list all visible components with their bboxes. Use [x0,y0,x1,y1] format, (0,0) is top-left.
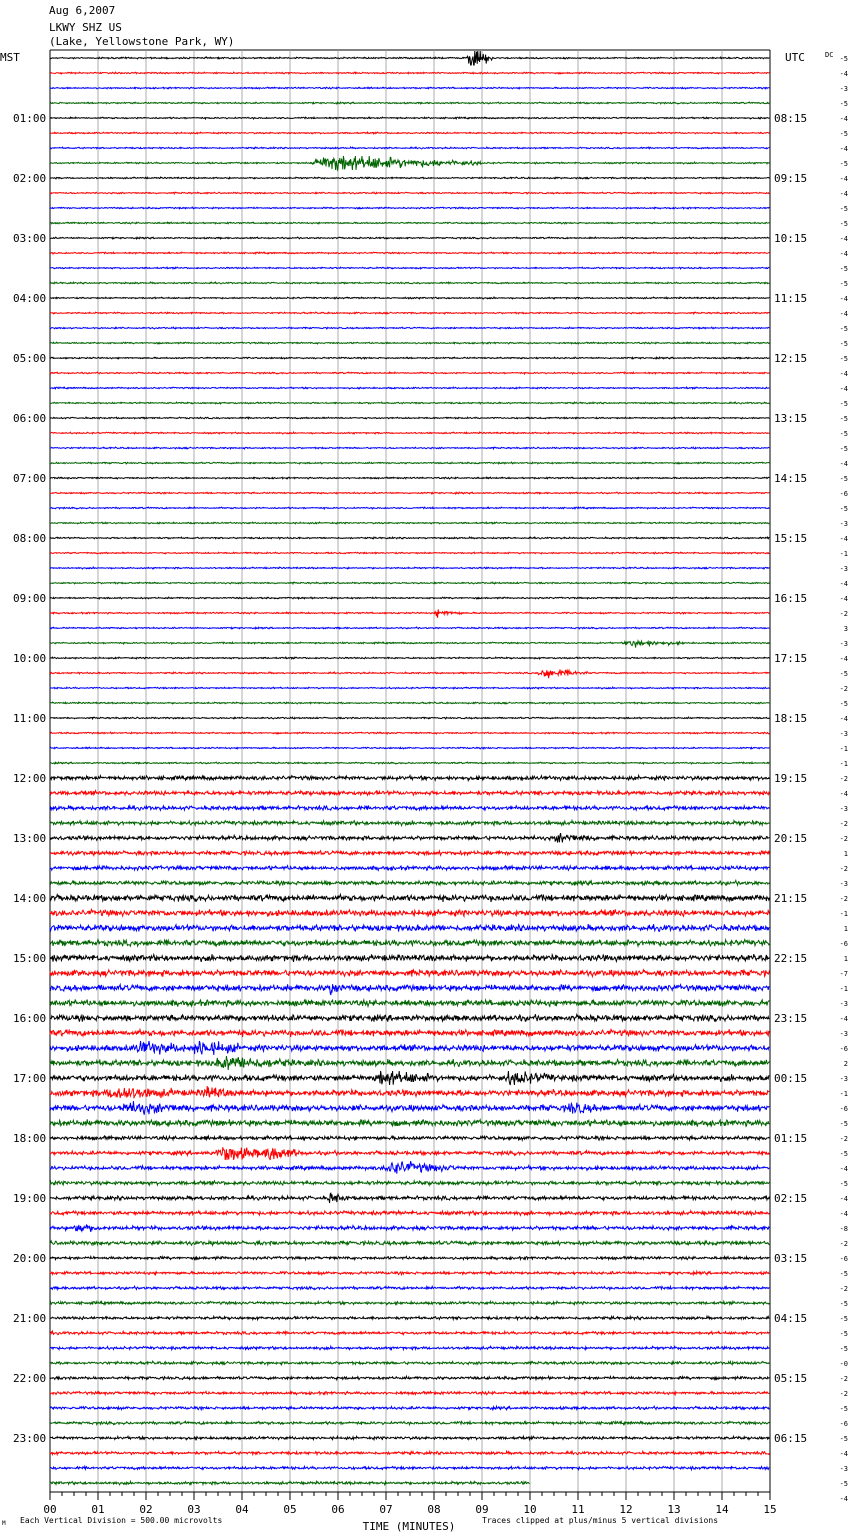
dc-offset-label: -7 [839,970,848,978]
station-code: LKWY SHZ US [49,21,122,34]
dc-offset-label: -5 [839,1405,848,1413]
dc-offset-label: -4 [839,250,848,258]
vertical-division-note: Each Vertical Division = 500.00 microvolts [20,1516,223,1525]
dc-offset-label: -4 [839,1015,848,1023]
dc-offset-label: -2 [839,1390,848,1398]
seismic-trace [50,1071,769,1085]
seismic-trace [50,609,769,617]
dc-offset-label: -4 [839,175,848,183]
x-tick-label: 07 [379,1503,393,1516]
x-tick-label: 15 [763,1503,777,1516]
seismic-trace [50,851,769,856]
dc-offset-label: -4 [839,1165,848,1173]
vertical-gridlines [50,50,770,1492]
dc-offset-label: -3 [839,1075,848,1083]
utc-hour-label: 21:15 [774,892,808,905]
seismic-trace [50,1376,769,1379]
mst-hour-label: 23:00 [13,1432,47,1445]
dc-offset-label: -4 [839,235,848,243]
seismic-trace [50,641,769,648]
seismic-trace [50,177,769,179]
dc-offset-label: -5 [839,130,848,138]
dc-offset-label: -5 [839,1180,848,1188]
dc-offset-label: -3 [839,880,848,888]
dc-offset-label: -4 [839,115,848,123]
dc-offset-label: -4 [839,1195,848,1203]
dc-offset-label: -6 [839,1420,848,1428]
dc-offset-label: -4 [839,595,848,603]
seismic-trace [50,1346,769,1350]
seismic-trace [50,372,769,374]
seismic-trace [50,297,769,299]
seismic-trace [50,1000,769,1007]
seismic-trace [50,522,769,524]
mst-hour-label: 21:00 [13,1312,47,1325]
mst-hour-label: 02:00 [13,172,47,185]
dc-offset-label: -6 [839,1045,848,1053]
seismic-trace [50,924,769,932]
dc-offset-label: -5 [839,1270,848,1278]
dc-offset-label: -5 [839,1300,848,1308]
utc-hour-label: 16:15 [774,592,808,605]
dc-offset-label: -5 [839,355,848,363]
dc-offset-label: -4 [839,580,848,588]
seismic-trace [50,1391,769,1394]
seismic-trace [50,1286,769,1290]
seismic-trace [50,552,769,554]
mst-hour-label: 13:00 [13,832,47,845]
dc-offset-label: -1 [839,1090,848,1098]
seismic-trace [50,1271,769,1274]
seismic-trace [50,357,769,359]
mst-axis-label: MST [0,51,20,64]
dc-offset-label: -5 [839,400,848,408]
seismic-trace [50,207,769,209]
traces-group [50,51,769,1485]
x-tick-label: 08 [427,1503,441,1516]
utc-hour-label: 01:15 [774,1132,808,1145]
dc-offset-label: -4 [839,460,848,468]
mst-hour-label: 12:00 [13,772,47,785]
seismic-trace [50,1421,769,1425]
dc-offset-label: -4 [839,790,848,798]
seismic-trace [50,282,769,284]
dc-offset-label: -5 [839,1435,848,1443]
utc-hour-label: 04:15 [774,1312,808,1325]
dc-offset-label: -5 [839,340,848,348]
seismic-trace [50,791,769,796]
seismic-trace [50,1161,769,1174]
mst-hour-label: 09:00 [13,592,47,605]
plot-date: Aug 6,2007 [49,4,116,17]
seismic-trace [50,1406,769,1410]
seismic-trace [50,717,769,719]
dc-offset-label: -2 [839,1375,848,1383]
utc-hour-label: 18:15 [774,712,808,725]
seismic-trace [50,342,769,344]
x-tick-label: 01 [91,1503,105,1516]
mst-hour-label: 10:00 [13,652,47,665]
seismic-trace [50,537,769,539]
dc-offset-label: -3 [839,1465,848,1473]
x-tick-label: 06 [331,1503,345,1516]
seismic-trace [50,312,769,314]
seismic-trace [50,1301,769,1304]
dc-offset-label: -3 [839,730,848,738]
dc-offset-label: -5 [839,505,848,513]
seismic-trace [50,327,769,329]
dc-offset-label: -1 [839,760,848,768]
utc-hour-label: 22:15 [774,952,808,965]
utc-hour-label: 17:15 [774,652,808,665]
dc-offset-label: -4 [839,1450,848,1458]
seismic-trace [50,833,769,843]
seismic-trace [50,1147,769,1160]
x-tick-label: 12 [619,1503,633,1516]
dc-offset-label: -5 [839,1150,848,1158]
x-tick-label: 04 [235,1503,249,1516]
seismic-trace [50,1056,769,1070]
seismic-trace [50,866,769,871]
seismic-trace [50,762,769,764]
dc-offset-label: -4 [839,70,848,78]
dc-offset-label: -2 [839,685,848,693]
dc-offset-label: -5 [839,160,848,168]
dc-offset-label: -6 [839,940,848,948]
mst-hour-label: 01:00 [13,112,47,125]
mst-hour-label: 17:00 [13,1072,47,1085]
dc-offset-label: -4 [839,385,848,393]
seismic-trace [50,1086,769,1098]
utc-hour-label: 11:15 [774,292,808,305]
dc-offset-label: -5 [839,445,848,453]
dc-offset-label: -4 [839,715,848,723]
seismic-trace [50,776,769,781]
seismic-trace [50,477,769,479]
dc-offset-label: -3 [839,640,848,648]
seismic-trace [50,462,769,464]
seismic-trace [50,1466,769,1469]
x-tick-label: 13 [667,1503,681,1516]
mst-hour-label: 22:00 [13,1372,47,1385]
dc-offset-label: -5 [839,280,848,288]
seismic-trace [50,1451,769,1454]
dc-offset-label: -2 [839,835,848,843]
seismic-trace [50,507,769,509]
dc-offset-label: -5 [839,430,848,438]
dc-offset-label: -1 [839,910,848,918]
dc-offset-label: -4 [839,145,848,153]
dc-offset-label: -3 [839,85,848,93]
seismic-trace [50,132,769,134]
mst-hour-label: 20:00 [13,1252,47,1265]
seismic-trace [50,597,769,599]
dc-offset-label: -8 [839,1225,848,1233]
dc-offset-label: -5 [839,100,848,108]
dc-offset-label: -6 [839,1255,848,1263]
mst-hour-label: 05:00 [13,352,47,365]
seismic-trace [50,805,769,810]
utc-hour-label: 12:15 [774,352,808,365]
seismic-trace [50,1101,769,1115]
dc-offset-label: -1 [839,745,848,753]
dc-offset-label: 1 [843,955,848,963]
dc-offset-label: -6 [839,1105,848,1113]
seismic-trace [50,447,769,449]
dc-offset-label: -3 [839,1000,848,1008]
clipping-note: Traces clipped at plus/minus 5 vertical divisions [482,1516,719,1525]
mst-hour-label: 07:00 [13,472,47,485]
dc-offset-label: -3 [839,520,848,528]
seismic-trace [50,1041,769,1055]
utc-hour-label: 03:15 [774,1252,808,1265]
seismic-trace [50,940,769,947]
seismic-trace [50,1193,769,1203]
x-tick-label: 10 [523,1503,537,1516]
utc-hour-label: 14:15 [774,472,808,485]
dc-offset-label: 1 [843,850,848,858]
dc-offset-label: -5 [839,1330,848,1338]
dc-offset-label: -1 [839,985,848,993]
dc-offset-label: -2 [839,1240,848,1248]
seismic-trace [50,1119,769,1126]
seismic-trace [50,417,769,419]
mst-hour-label: 11:00 [13,712,47,725]
dc-offset-label: -5 [839,475,848,483]
seismic-trace [50,747,769,749]
dc-offset-label: -5 [839,1480,848,1488]
dc-offset-label: -2 [839,865,848,873]
utc-axis-label: UTC [785,51,805,64]
seismic-trace [50,821,769,826]
dc-offset-label: -5 [839,1345,848,1353]
seismic-trace [50,156,769,170]
dc-offset-label: -5 [839,670,848,678]
seismic-trace [50,492,769,494]
dc-offset-label: -2 [839,775,848,783]
mst-hour-label: 03:00 [13,232,47,245]
seismic-trace [50,567,769,569]
seismic-trace [50,1331,769,1334]
dc-offset-label: 3 [843,625,848,633]
corner-mark: M [2,1520,6,1527]
dc-offset-label: -4 [839,1495,848,1503]
seismic-trace [50,1241,769,1246]
seismic-trace [50,909,769,917]
utc-hour-label: 15:15 [774,532,808,545]
dc-offset-label: -5 [839,700,848,708]
utc-hour-label: 10:15 [774,232,808,245]
utc-hour-label: 06:15 [774,1432,808,1445]
seismic-trace [50,192,769,194]
seismic-trace [50,669,769,678]
dc-offset-label: -5 [839,265,848,273]
seismic-trace [50,1256,769,1259]
dc-offset-label: -2 [839,610,848,618]
station-location: (Lake, Yellowstone Park, WY) [49,35,235,48]
seismic-trace [50,984,769,995]
mst-hour-label: 04:00 [13,292,47,305]
seismic-trace [50,880,769,885]
dc-offset-label: -2 [839,820,848,828]
utc-hour-label: 00:15 [774,1072,808,1085]
dc-offset-label: -4 [839,370,848,378]
seismic-trace [50,72,769,74]
dc-offset-label: -4 [839,310,848,318]
mst-hour-label: 06:00 [13,412,47,425]
dc-offset-label: -4 [839,655,848,663]
seismic-trace [50,702,769,704]
seismic-trace [50,1211,769,1216]
dc-offset-label: -5 [839,415,848,423]
seismic-trace [50,970,769,977]
dc-offset-label: -2 [839,1135,848,1143]
dc-offset-label: -3 [839,805,848,813]
seismic-trace [50,1029,769,1037]
x-tick-label: 02 [139,1503,153,1516]
mst-hour-label: 18:00 [13,1132,47,1145]
dc-offset-label: -4 [839,1210,848,1218]
mst-hour-label: 08:00 [13,532,47,545]
seismic-trace [50,1361,769,1365]
dc-offset-label: -6 [839,490,848,498]
utc-hour-label: 02:15 [774,1192,808,1205]
dc-offset-label: -4 [839,190,848,198]
x-tick-label: 11 [571,1503,585,1516]
dc-offset-label: 1 [843,925,848,933]
seismic-trace [50,51,769,65]
seismic-trace [50,732,769,734]
dc-offset-label: -5 [839,55,848,63]
seismic-trace [50,895,769,903]
utc-hour-label: 20:15 [774,832,808,845]
x-axis-title: TIME (MINUTES) [362,1520,456,1533]
x-tick-label: 14 [715,1503,729,1516]
dc-offset-label: -2 [839,1285,848,1293]
dc-offset-label: -1 [839,550,848,558]
seismic-trace [50,237,769,239]
seismic-trace [50,117,769,119]
dc-offset-label: -2 [839,895,848,903]
dc-offset-label: -3 [839,1030,848,1038]
seismic-trace [50,1225,769,1233]
seismic-trace [50,267,769,269]
seismic-trace [50,432,769,434]
seismic-trace [50,1181,769,1185]
seismic-trace [50,222,769,224]
utc-hour-label: 19:15 [774,772,808,785]
dc-offset-label: 2 [843,1060,848,1068]
seismic-trace [50,687,769,689]
seismic-trace [50,657,769,659]
x-tick-label: 03 [187,1503,201,1516]
dc-offset-label: -5 [839,205,848,213]
utc-hour-label: 08:15 [774,112,808,125]
dc-label: DC [825,51,834,59]
mst-hour-label: 19:00 [13,1192,47,1205]
utc-hour-label: 13:15 [774,412,808,425]
dc-offset-label: -5 [839,220,848,228]
dc-offset-label: -5 [839,1315,848,1323]
dc-offset-label: -3 [839,565,848,573]
seismic-trace [50,1136,769,1140]
x-tick-label: 00 [43,1503,57,1516]
mst-hour-label: 15:00 [13,952,47,965]
seismic-trace [50,87,769,89]
seismic-trace [50,582,769,584]
dc-offset-label: -0 [839,1360,848,1368]
x-tick-label: 09 [475,1503,489,1516]
dc-offset-label: -5 [839,325,848,333]
seismic-trace [50,1316,769,1319]
seismic-trace [50,954,769,962]
seismic-trace [50,102,769,104]
dc-offset-label: -4 [839,535,848,543]
seismic-trace [50,627,769,629]
mst-hour-label: 14:00 [13,892,47,905]
utc-hour-label: 23:15 [774,1012,808,1025]
dc-offset-label: -4 [839,295,848,303]
seismic-trace [50,1014,769,1022]
mst-hour-label: 16:00 [13,1012,47,1025]
seismic-trace [50,147,769,149]
seismic-trace [50,252,769,254]
x-tick-label: 05 [283,1503,297,1516]
dc-offset-label: -5 [839,1120,848,1128]
seismic-trace [50,387,769,389]
seismic-trace [50,402,769,404]
utc-hour-label: 09:15 [774,172,808,185]
utc-hour-label: 05:15 [774,1372,808,1385]
seismic-trace [50,1436,769,1439]
